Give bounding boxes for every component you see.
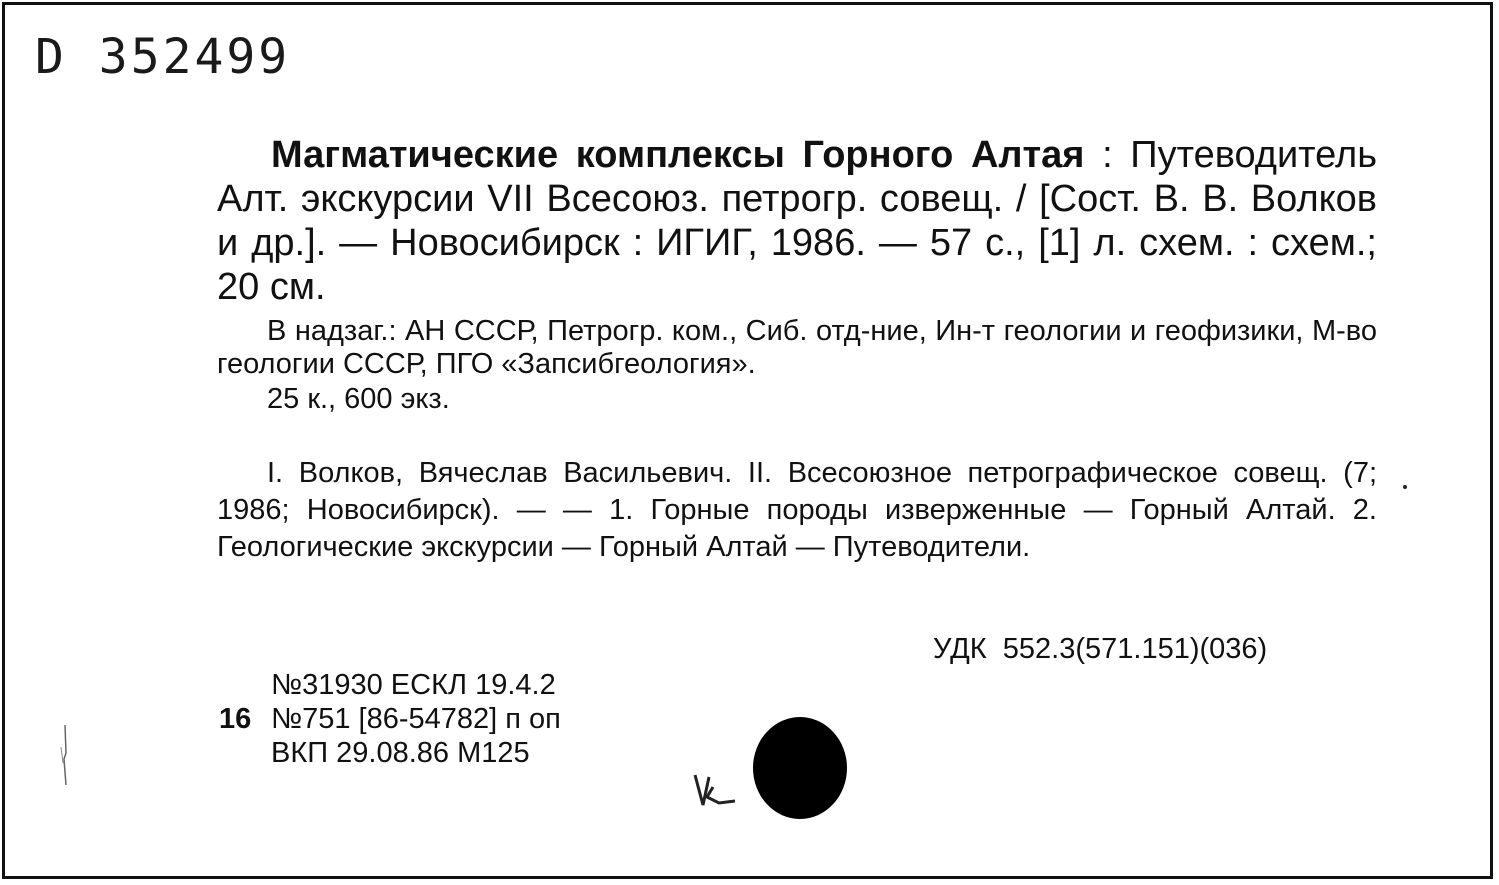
code-line-1: №31930 ЕСКЛ 19.4.2 <box>271 669 556 701</box>
tracings: I. Волков, Вячеслав Васильевич. II. Всесоюзное петрографическое совещ. (7; 1986; Новосибирск). — — 1. Горные породы изверженные — Горный Алтай. 2. Геологические экскурсии — Горный Алтай — Путеводители. <box>217 457 1377 563</box>
card-codes <box>219 668 561 770</box>
udk-code: УДК 552.3(571.151)(036) <box>933 633 1268 665</box>
book-title: Магматические комплексы Горного Алтая <box>271 134 1085 176</box>
bibliographic-entry <box>217 133 1377 309</box>
price-and-print-run: 25 к., 600 экз. <box>267 383 450 415</box>
code-line-2: 16 №751 [86-54782] п оп <box>219 703 561 735</box>
catalog-card <box>2 2 1493 879</box>
handwritten-initials-icon <box>691 765 741 811</box>
code-prefix: 16 <box>219 703 252 735</box>
pencil-mark-icon <box>57 723 73 787</box>
speck <box>1403 485 1407 489</box>
code-line-3: ВКП 29.08.86 М125 <box>271 737 530 769</box>
notes: В надзаг.: АН СССР, Петрогр. ком., Сиб. отд-ние, Ин-т геологии и геофизики, М-во геологии СССР, ПГО «Запсибгеология». <box>217 315 1377 380</box>
inventory-number: D 352499 <box>35 29 291 85</box>
punch-hole <box>753 717 847 819</box>
entry-description: : Путеводитель Алт. экскурсии VII Всесоюз. петрогр. совещ. / [Сост. В. В. Волков и др.]. — Новосибирск : ИГИГ, 1986. — 57 с., [1] л. схем. : схем.; 20 см. <box>217 134 1377 308</box>
